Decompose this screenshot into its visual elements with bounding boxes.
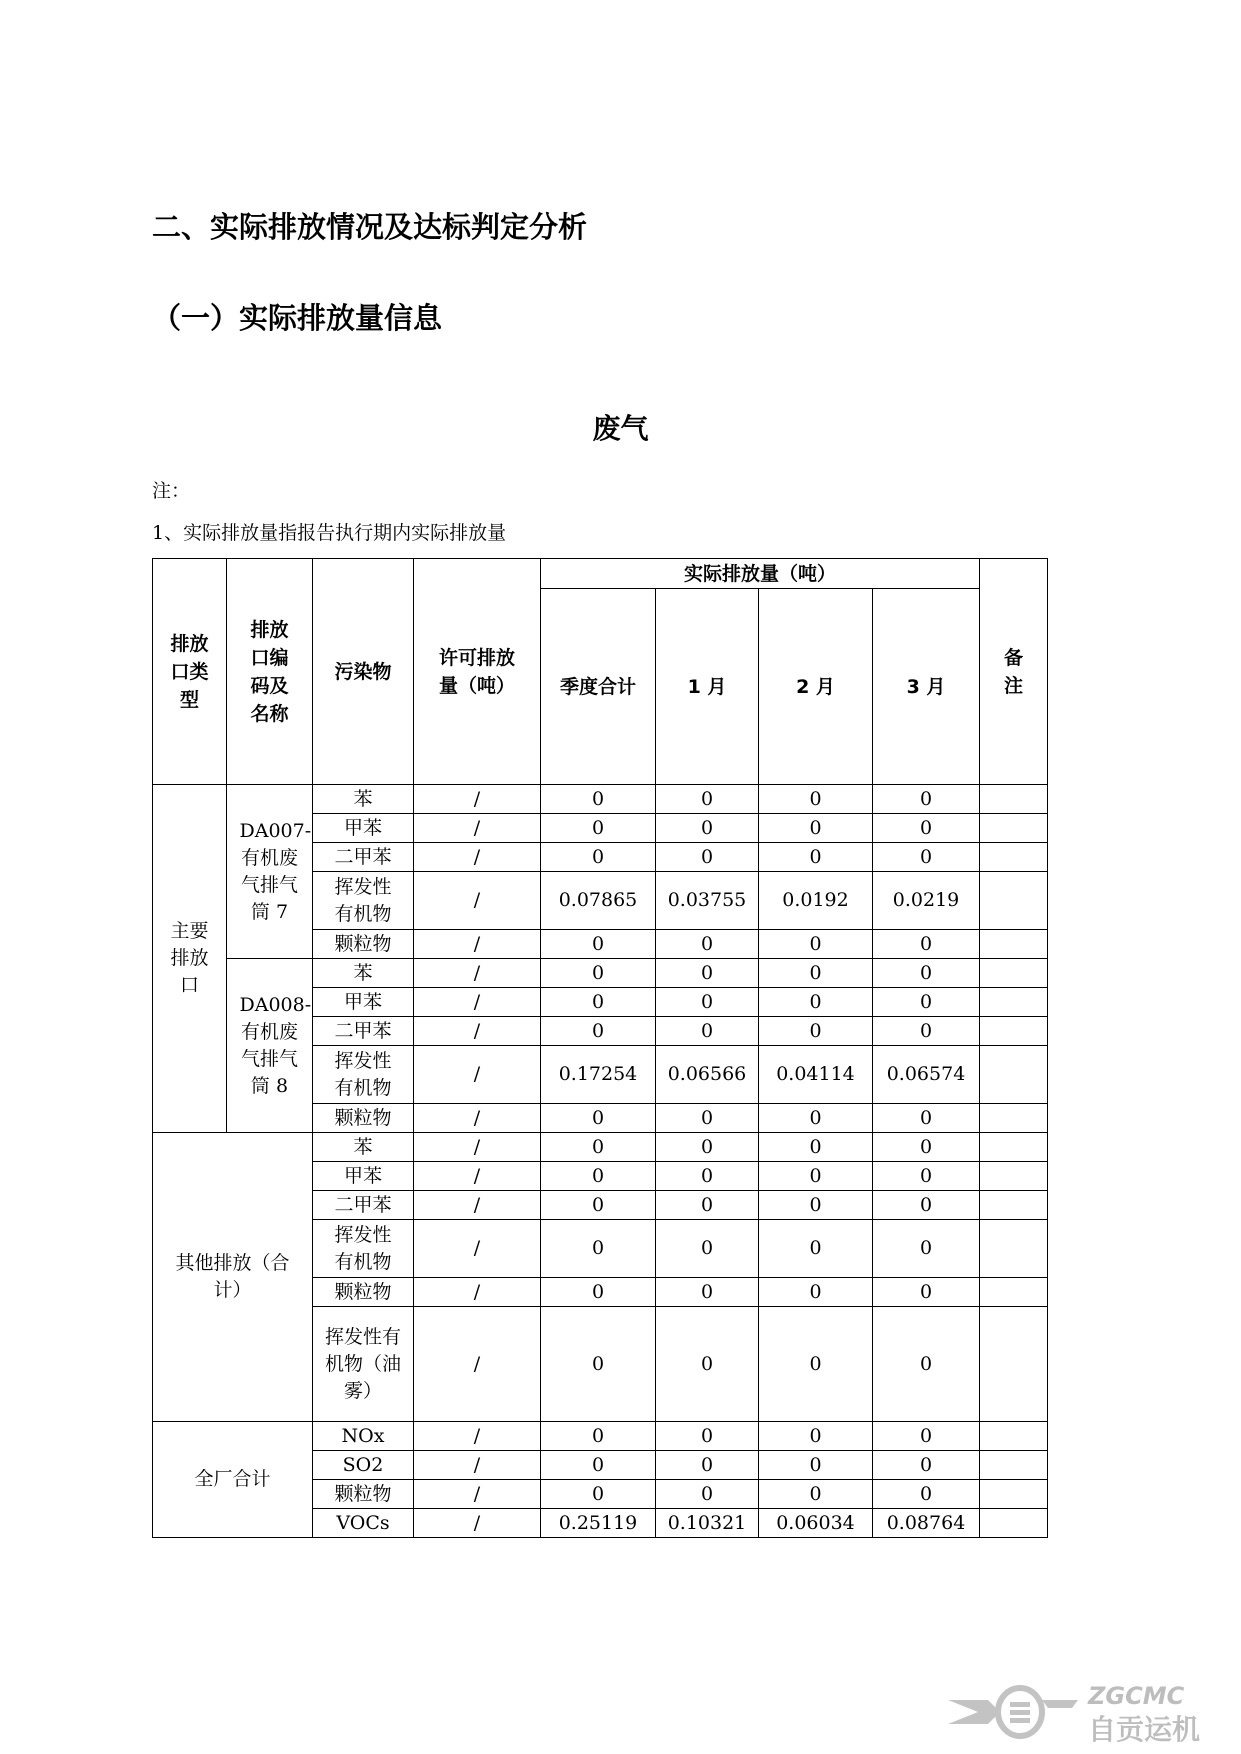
- pollutant-cell: 颗粒物: [313, 1104, 414, 1133]
- header-actual-group: 实际排放量（吨）: [541, 559, 980, 589]
- emissions-table: [152, 558, 1048, 1538]
- table-row: [153, 959, 1048, 988]
- zgcmc-logo-icon: [948, 1682, 1078, 1742]
- quarter-cell: 0: [541, 1278, 656, 1307]
- m1-cell: 0.03755: [656, 872, 759, 930]
- pollutant-cell: 二甲苯: [313, 1191, 414, 1220]
- header-pollutant: 污染物: [313, 559, 414, 785]
- quarter-cell: 0: [541, 1191, 656, 1220]
- m2-cell: 0: [759, 1220, 873, 1278]
- header-remarks: 备注: [980, 559, 1048, 785]
- table-row: [153, 785, 1048, 814]
- remark-cell: [980, 1307, 1048, 1422]
- permitted-cell: /: [414, 814, 541, 843]
- m1-cell: 0: [656, 785, 759, 814]
- m1-cell: 0: [656, 988, 759, 1017]
- quarter-cell: 0: [541, 1480, 656, 1509]
- remark-cell: [980, 1133, 1048, 1162]
- m3-cell: 0: [873, 1307, 980, 1422]
- permitted-cell: /: [414, 930, 541, 959]
- group-cell: 其他排放（合计）: [153, 1133, 313, 1422]
- m3-cell: 0: [873, 1480, 980, 1509]
- m2-cell: 0: [759, 1017, 873, 1046]
- subsection-heading: （一）实际排放量信息: [152, 301, 443, 335]
- m3-cell: 0: [873, 1422, 980, 1451]
- remark-cell: [980, 1422, 1048, 1451]
- outlet-cell: DA008-有机废气排气筒 8: [227, 959, 313, 1133]
- remark-cell: [980, 1104, 1048, 1133]
- watermark: [948, 1682, 1238, 1746]
- m1-cell: 0: [656, 1133, 759, 1162]
- m3-cell: 0.08764: [873, 1509, 980, 1538]
- quarter-cell: 0: [541, 1220, 656, 1278]
- remark-cell: [980, 814, 1048, 843]
- pollutant-cell: 甲苯: [313, 814, 414, 843]
- quarter-cell: 0: [541, 814, 656, 843]
- header-month-3: 3 月: [873, 589, 980, 785]
- m1-cell: 0: [656, 930, 759, 959]
- quarter-cell: 0.17254: [541, 1046, 656, 1104]
- remark-cell: [980, 1191, 1048, 1220]
- group-cell: 主要排放口: [153, 785, 227, 1133]
- pollutant-cell: 二甲苯: [313, 843, 414, 872]
- table-row: [153, 1133, 1048, 1162]
- pollutant-cell: 苯: [313, 785, 414, 814]
- quarter-cell: 0: [541, 959, 656, 988]
- m2-cell: 0: [759, 988, 873, 1017]
- m3-cell: 0.06574: [873, 1046, 980, 1104]
- m3-cell: 0: [873, 1133, 980, 1162]
- remark-cell: [980, 988, 1048, 1017]
- m2-cell: 0: [759, 1422, 873, 1451]
- remark-cell: [980, 1017, 1048, 1046]
- quarter-cell: 0: [541, 930, 656, 959]
- m2-cell: 0: [759, 1104, 873, 1133]
- m3-cell: 0: [873, 1104, 980, 1133]
- m1-cell: 0: [656, 1278, 759, 1307]
- quarter-cell: 0: [541, 1451, 656, 1480]
- pollutant-cell: 甲苯: [313, 988, 414, 1017]
- m3-cell: 0: [873, 959, 980, 988]
- permitted-cell: /: [414, 1307, 541, 1422]
- m3-cell: 0: [873, 988, 980, 1017]
- permitted-cell: /: [414, 843, 541, 872]
- permitted-cell: /: [414, 1278, 541, 1307]
- quarter-cell: 0.25119: [541, 1509, 656, 1538]
- m3-cell: 0: [873, 814, 980, 843]
- m2-cell: 0.06034: [759, 1509, 873, 1538]
- m3-cell: 0.0219: [873, 872, 980, 930]
- m3-cell: 0: [873, 930, 980, 959]
- header-permitted: 许可排放量（吨）: [414, 559, 541, 785]
- permitted-cell: /: [414, 1220, 541, 1278]
- quarter-cell: 0: [541, 1104, 656, 1133]
- m2-cell: 0: [759, 1451, 873, 1480]
- m1-cell: 0: [656, 843, 759, 872]
- m2-cell: 0: [759, 1278, 873, 1307]
- pollutant-cell: 二甲苯: [313, 1017, 414, 1046]
- quarter-cell: 0: [541, 1017, 656, 1046]
- m2-cell: 0: [759, 814, 873, 843]
- remark-cell: [980, 1509, 1048, 1538]
- m1-cell: 0: [656, 1451, 759, 1480]
- remark-cell: [980, 843, 1048, 872]
- m3-cell: 0: [873, 1278, 980, 1307]
- note-item-1: 1、实际排放量指报告执行期内实际排放量: [152, 522, 507, 544]
- m1-cell: 0: [656, 959, 759, 988]
- permitted-cell: /: [414, 1046, 541, 1104]
- pollutant-cell: VOCs: [313, 1509, 414, 1538]
- note-label: 注：: [152, 480, 191, 502]
- m1-cell: 0: [656, 1220, 759, 1278]
- m2-cell: 0: [759, 1480, 873, 1509]
- pollutant-cell: 苯: [313, 1133, 414, 1162]
- m1-cell: 0: [656, 814, 759, 843]
- header-outlet-code: 排放口编码及名称: [227, 559, 313, 785]
- permitted-cell: /: [414, 1422, 541, 1451]
- permitted-cell: /: [414, 1480, 541, 1509]
- quarter-cell: 0: [541, 988, 656, 1017]
- remark-cell: [980, 1162, 1048, 1191]
- watermark-en: ZGCMC: [1088, 1682, 1185, 1710]
- m1-cell: 0: [656, 1191, 759, 1220]
- m1-cell: 0: [656, 1162, 759, 1191]
- m2-cell: 0: [759, 1133, 873, 1162]
- m2-cell: 0.04114: [759, 1046, 873, 1104]
- header-quarter-total: 季度合计: [541, 589, 656, 785]
- permitted-cell: /: [414, 1017, 541, 1046]
- m2-cell: 0.0192: [759, 872, 873, 930]
- pollutant-cell: 挥发性有机物: [313, 1220, 414, 1278]
- m1-cell: 0: [656, 1307, 759, 1422]
- quarter-cell: 0: [541, 1422, 656, 1451]
- pollutant-cell: 挥发性有机物（油雾）: [313, 1307, 414, 1422]
- permitted-cell: /: [414, 1162, 541, 1191]
- group-cell: 全厂合计: [153, 1422, 313, 1538]
- pollutant-cell: 甲苯: [313, 1162, 414, 1191]
- pollutant-cell: 挥发性有机物: [313, 872, 414, 930]
- m3-cell: 0: [873, 1451, 980, 1480]
- table-title: 废气: [592, 412, 649, 445]
- m3-cell: 0: [873, 1220, 980, 1278]
- m3-cell: 0: [873, 1017, 980, 1046]
- m2-cell: 0: [759, 1307, 873, 1422]
- permitted-cell: /: [414, 1133, 541, 1162]
- m3-cell: 0: [873, 785, 980, 814]
- pollutant-cell: 颗粒物: [313, 930, 414, 959]
- permitted-cell: /: [414, 959, 541, 988]
- m1-cell: 0: [656, 1422, 759, 1451]
- quarter-cell: 0: [541, 1133, 656, 1162]
- m3-cell: 0: [873, 843, 980, 872]
- section-heading: 二、实际排放情况及达标判定分析: [152, 210, 588, 244]
- m2-cell: 0: [759, 930, 873, 959]
- quarter-cell: 0: [541, 1162, 656, 1191]
- m2-cell: 0: [759, 1162, 873, 1191]
- m3-cell: 0: [873, 1162, 980, 1191]
- m1-cell: 0.06566: [656, 1046, 759, 1104]
- permitted-cell: /: [414, 872, 541, 930]
- quarter-cell: 0.07865: [541, 872, 656, 930]
- permitted-cell: /: [414, 1191, 541, 1220]
- quarter-cell: 0: [541, 785, 656, 814]
- m3-cell: 0: [873, 1191, 980, 1220]
- permitted-cell: /: [414, 1451, 541, 1480]
- table-row: [153, 1422, 1048, 1451]
- header-month-1: 1 月: [656, 589, 759, 785]
- remark-cell: [980, 1278, 1048, 1307]
- remark-cell: [980, 785, 1048, 814]
- quarter-cell: 0: [541, 843, 656, 872]
- m1-cell: 0.10321: [656, 1509, 759, 1538]
- m2-cell: 0: [759, 959, 873, 988]
- m2-cell: 0: [759, 785, 873, 814]
- pollutant-cell: NOx: [313, 1422, 414, 1451]
- m2-cell: 0: [759, 1191, 873, 1220]
- m1-cell: 0: [656, 1017, 759, 1046]
- m1-cell: 0: [656, 1480, 759, 1509]
- outlet-cell: DA007-有机废气排气筒 7: [227, 785, 313, 959]
- pollutant-cell: 挥发性有机物: [313, 1046, 414, 1104]
- remark-cell: [980, 1451, 1048, 1480]
- remark-cell: [980, 872, 1048, 930]
- m1-cell: 0: [656, 1104, 759, 1133]
- header-outlet-type: 排放口类型: [153, 559, 227, 785]
- pollutant-cell: 苯: [313, 959, 414, 988]
- remark-cell: [980, 1046, 1048, 1104]
- quarter-cell: 0: [541, 1307, 656, 1422]
- remark-cell: [980, 959, 1048, 988]
- pollutant-cell: SO2: [313, 1451, 414, 1480]
- permitted-cell: /: [414, 988, 541, 1017]
- remark-cell: [980, 1480, 1048, 1509]
- remark-cell: [980, 930, 1048, 959]
- pollutant-cell: 颗粒物: [313, 1480, 414, 1509]
- permitted-cell: /: [414, 1509, 541, 1538]
- permitted-cell: /: [414, 785, 541, 814]
- m2-cell: 0: [759, 843, 873, 872]
- watermark-cn: 自贡运机: [1088, 1713, 1201, 1746]
- pollutant-cell: 颗粒物: [313, 1278, 414, 1307]
- remark-cell: [980, 1220, 1048, 1278]
- header-month-2: 2 月: [759, 589, 873, 785]
- permitted-cell: /: [414, 1104, 541, 1133]
